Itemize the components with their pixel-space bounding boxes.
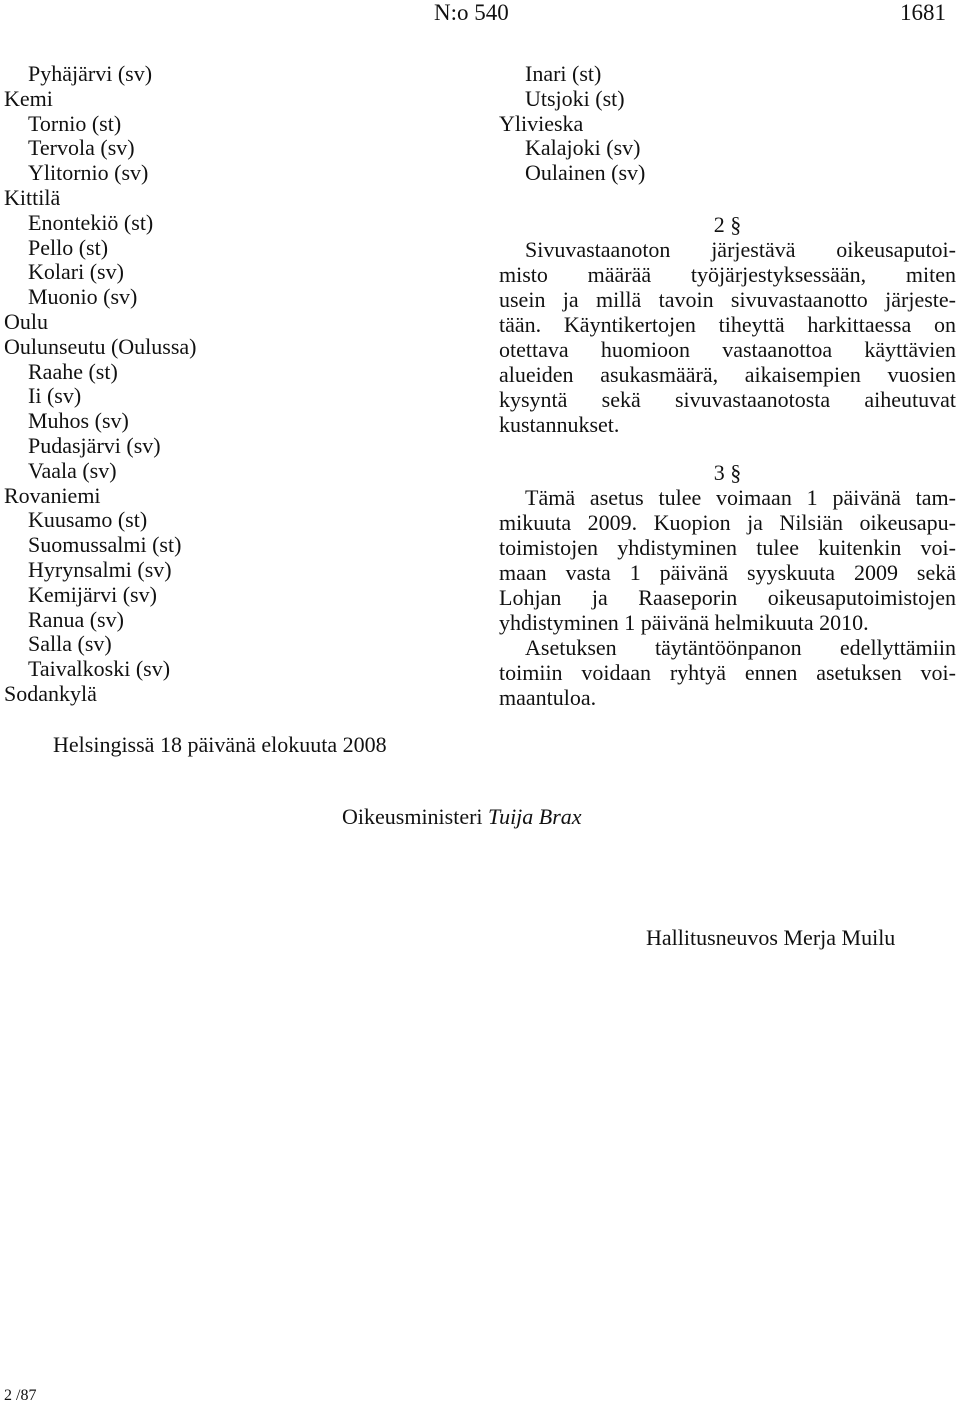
paragraph-line: toimistojen yhdistyminen tulee kuitenkin voi- — [499, 535, 956, 560]
list-item: Oulainen (sv) — [525, 160, 646, 186]
section-3-heading: 3 § — [713, 460, 742, 485]
paragraph-line: maan vasta 1 päivänä syyskuuta 2009 sekä — [499, 560, 956, 585]
list-item: Taivalkoski (sv) — [28, 656, 171, 682]
list-item: Salla (sv) — [28, 631, 112, 657]
place-and-date: Helsingissä 18 päivänä elokuuta 2008 — [53, 732, 387, 757]
minister-signature — [342, 804, 582, 830]
paragraph-line: kustannukset. — [499, 412, 620, 437]
list-item: Ylivieska — [499, 110, 584, 136]
paragraph-line: otettava huomioon vastaanottoa käyttävien — [499, 337, 956, 362]
list-item: Ylitornio (sv) — [28, 160, 149, 186]
list-item: Enontekiö (st) — [28, 209, 154, 235]
paragraph-line: Asetuksen täytäntöönpanon edellyttämiin — [525, 635, 956, 660]
list-item: Tornio (st) — [28, 110, 122, 136]
paragraph-line: tään. Käyntikertojen tiheyttä harkittaessa on — [499, 312, 956, 337]
list-item: Hyrynsalmi (sv) — [28, 557, 172, 582]
list-item: Kolari (sv) — [28, 259, 124, 285]
paragraph-line: kysyntä sekä sivuvastaanotosta aiheutuvat — [499, 387, 956, 412]
list-item: Raahe (st) — [28, 358, 118, 384]
list-item: Pudasjärvi (sv) — [28, 433, 161, 458]
list-item: Sodankylä — [4, 681, 97, 706]
list-item: Pyhäjärvi (sv) — [28, 61, 153, 86]
paragraph-line: mikuuta 2009. Kuopion ja Nilsiän oikeusapu- — [499, 510, 956, 535]
list-item: Utsjoki (st) — [525, 85, 625, 111]
list-item: Ii (sv) — [28, 383, 82, 409]
list-item: Tervola (sv) — [28, 135, 135, 161]
document-number: N:o 540 — [434, 0, 509, 25]
paragraph-line: misto määrää työjärjestyksessään, miten — [499, 262, 956, 287]
paragraph-line: Lohjan ja Raaseporin oikeusaputoimistojen — [499, 585, 956, 610]
paragraph-line: yhdistyminen 1 päivänä helmikuuta 2010. — [499, 610, 869, 635]
list-item: Kalajoki (sv) — [525, 135, 641, 161]
list-item: Ranua (sv) — [28, 606, 124, 632]
minister-title: Oikeusministeri — [342, 804, 483, 829]
list-item: Vaala (sv) — [28, 457, 117, 483]
official-signature: Hallitusneuvos Merja Muilu — [646, 925, 896, 950]
footer-page-ref: 2 /87 — [4, 1387, 37, 1404]
list-item: Pello (st) — [28, 234, 109, 260]
list-item: Suomussalmi (st) — [28, 532, 182, 558]
paragraph-line: usein ja millä tavoin sivuvastaanotto järjeste- — [499, 287, 956, 312]
list-item: Kemi — [4, 85, 53, 111]
paragraph-line: toimiin voidaan ryhtyä ennen asetuksen voi- — [499, 660, 956, 685]
paragraph-line: maantuloa. — [499, 685, 597, 710]
list-item: Rovaniemi — [4, 482, 101, 508]
page-number: 1681 — [900, 0, 946, 25]
list-item: Oulunseutu (Oulussa) — [4, 333, 197, 359]
list-item: Muonio (sv) — [28, 284, 138, 310]
list-item: Kemijärvi (sv) — [28, 581, 157, 607]
list-item: Inari (st) — [525, 61, 602, 86]
list-item: Muhos (sv) — [28, 408, 129, 434]
paragraph-line: Tämä asetus tulee voimaan 1 päivänä tam- — [525, 485, 956, 510]
list-item: Kittilä — [4, 185, 61, 210]
section-3 — [499, 460, 956, 710]
paragraph-line: Sivuvastaanoton järjestävä oikeusaputoi- — [525, 237, 956, 262]
paragraph-line: alueiden asukasmäärä, aikaisempien vuosien — [499, 362, 956, 387]
section-2 — [499, 212, 956, 437]
list-item: Kuusamo (st) — [28, 507, 148, 533]
minister-name: Tuija Brax — [488, 804, 582, 829]
list-item: Oulu — [4, 309, 48, 334]
section-2-heading: 2 § — [713, 212, 742, 237]
